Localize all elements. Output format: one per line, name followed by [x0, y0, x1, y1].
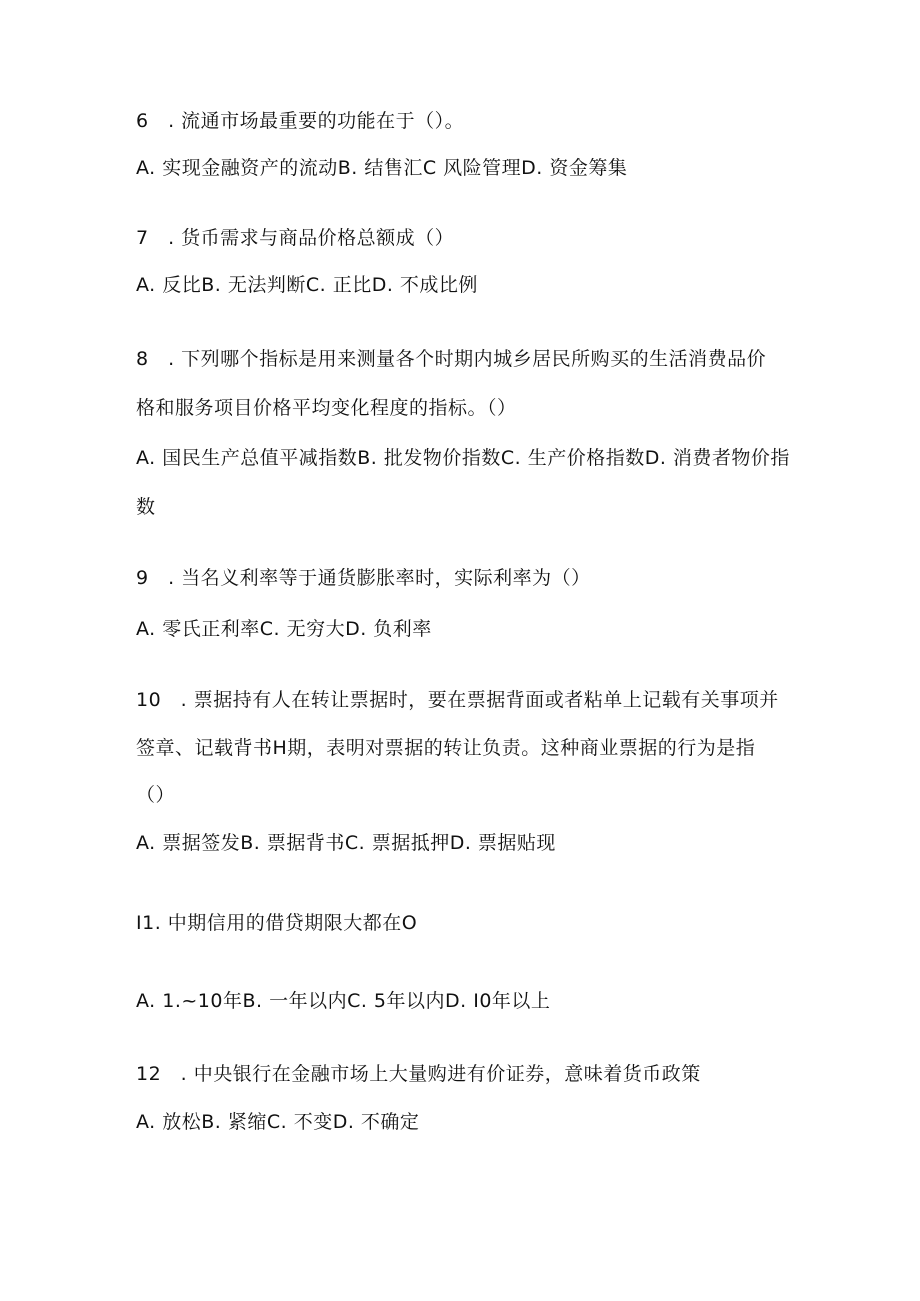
question-8-text-line-2: 格和服务项目价格平均变化程度的指标。（） — [136, 397, 517, 419]
question-6-text: 6 . 流通市场最重要的功能在于（）。 — [136, 110, 465, 132]
question-8-options-line-2: 数 — [136, 496, 156, 518]
question-11-options: A. 1.~10年B. 一年以内C. 5年以内D. I0年以上 — [136, 990, 551, 1012]
question-6-options: A. 实现金融资产的流动B. 结售汇C 风险管理D. 资金筹集 — [136, 157, 628, 179]
question-12-options: A. 放松B. 紧缩C. 不变D. 不确定 — [136, 1111, 420, 1133]
question-10-text-line-2: 签章、记载背书H期，表明对票据的转让负责。这种商业票据的行为是指 — [136, 737, 756, 759]
question-7-text: 7 . 货币需求与商品价格总额成（） — [136, 227, 455, 249]
question-10-options: A. 票据签发B. 票据背书C. 票据抵押D. 票据贴现 — [136, 832, 556, 854]
question-9-text: 9 . 当名义利率等于通货膨胀率时，实际利率为（） — [136, 567, 591, 589]
question-10-text-line-3: （） — [136, 784, 176, 806]
question-11-text: I1. 中期信用的借贷期限大都在O — [136, 912, 418, 934]
question-10-text-line-1: 10 . 票据持有人在转让票据时，要在票据背面或者粘单上记载有关事项并 — [136, 689, 779, 711]
question-8-text-line-1: 8 . 下列哪个指标是用来测量各个时期内城乡居民所购买的生活消费品价 — [136, 348, 767, 370]
question-9-options: A. 零氏正利率C. 无穷大D. 负利率 — [136, 618, 432, 640]
question-7-options: A. 反比B. 无法判断C. 正比D. 不成比例 — [136, 274, 478, 296]
question-12-text: 12 . 中央银行在金融市场上大量购进有价证券，意味着货币政策 — [136, 1063, 701, 1085]
question-8-options-line-1: A. 国民生产总值平减指数B. 批发物价指数C. 生产价格指数D. 消费者物价指 — [136, 447, 790, 469]
